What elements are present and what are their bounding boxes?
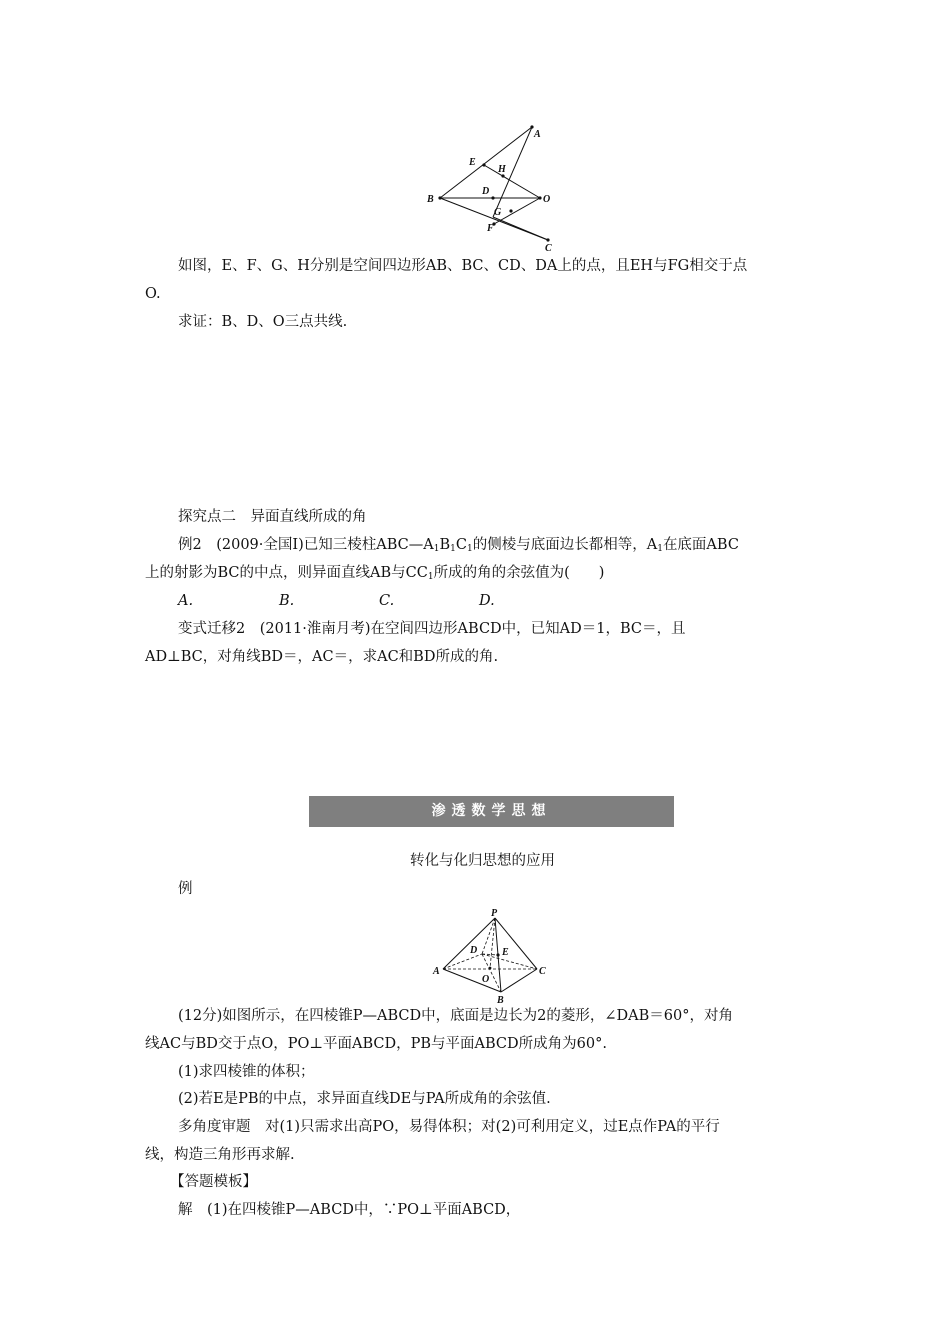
example2-prefix: 例2 (2009·全国Ⅰ)已知三棱柱ABC—A — [178, 537, 434, 553]
question-2: (2)若E是PB的中点，求异面直线DE与PA所成角的余弦值. — [178, 1091, 551, 1107]
figure-points — [438, 125, 549, 241]
analysis-line2: 线，构造三角形再求解. — [145, 1147, 295, 1163]
problem3-line2: 线AC与BD交于点O，PO⊥平面ABCD，PB与平面ABCD所成角为60°. — [145, 1036, 607, 1052]
example2-sub3: 1 — [466, 544, 473, 554]
label-O2: O — [482, 974, 490, 985]
label-A2: A — [433, 966, 440, 977]
label-P: P — [491, 908, 498, 919]
label-O: O — [543, 194, 551, 205]
example2-line2-text: 上的射影为BC的中点，则异面直线AB与CC — [145, 565, 428, 581]
label-F: F — [487, 223, 494, 234]
example2-sub1: 1 — [433, 544, 440, 554]
label-E: E — [469, 157, 476, 168]
problem3-line1: (12分)如图所示，在四棱锥P—ABCD中，底面是边长为2的菱形，∠DAB＝60°，对角 — [178, 1008, 733, 1024]
variant-line2: AD⊥BC，对角线BD＝，AC＝，求AC和BD所成的角. — [145, 649, 499, 665]
solution-line: 解 (1)在四棱锥P—ABCD中，∵PO⊥平面ABCD， — [178, 1202, 521, 1218]
example2-mid2: C — [455, 537, 467, 553]
question-1: (1)求四棱锥的体积； — [178, 1064, 315, 1080]
problem1-line1: 如图，E、F、G、H分别是空间四边形AB、BC、CD、DA上的点，且EH与FG相交于点 — [178, 258, 748, 274]
pyramid-solid-edges — [443, 918, 537, 992]
problem1-proof: 求证：B、D、O三点共线. — [178, 314, 348, 330]
option-b: B. — [279, 593, 295, 609]
example2-line2 — [145, 563, 604, 587]
section3-subtitle: 转化与化归思想的应用 — [410, 853, 555, 869]
section-banner: 渗透数学思想 — [309, 796, 674, 827]
figure-pyramid — [428, 904, 558, 1004]
variant-line1: 变式迁移2 (2011·淮南月考)在空间四边形ABCD中，已知AD＝1，BC＝，且 — [178, 621, 686, 637]
figure-quadrilateral — [420, 122, 570, 257]
example2-line1 — [178, 535, 739, 559]
example-label: 例 — [178, 881, 193, 897]
example2-line2-end: 所成的角的余弦值为( ) — [433, 565, 605, 581]
label-H: H — [498, 164, 506, 175]
label-C: C — [545, 243, 552, 254]
example2-mid1: B — [439, 537, 451, 553]
example2-sub2: 1 — [450, 544, 456, 554]
label-B2: B — [497, 995, 504, 1004]
example2-sub4: 1 — [657, 544, 663, 554]
label-B: B — [427, 194, 434, 205]
example2-sub5: 1 — [427, 572, 434, 582]
section2-heading: 探究点二 异面直线所成的角 — [178, 509, 367, 525]
analysis-line1: 多角度审题 对(1)只需求出高PO，易得体积；对(2)可利用定义，过E点作PA的平行 — [178, 1119, 720, 1135]
label-D: D — [482, 186, 490, 197]
option-a: A. — [178, 593, 194, 609]
pyramid-points — [489, 953, 500, 969]
label-G: G — [494, 207, 502, 218]
example2-end: 在底面ABC — [662, 537, 739, 553]
problem1-line2: O. — [145, 286, 161, 302]
example2-mid3: 的侧棱与底面边长都相等，A — [472, 537, 658, 553]
option-d: D. — [479, 593, 495, 609]
template-label: 【答题模板】 — [170, 1174, 257, 1190]
label-D2: D — [470, 945, 478, 956]
option-c: C. — [379, 593, 395, 609]
label-E2: E — [502, 947, 509, 958]
label-A: A — [534, 129, 541, 140]
label-C2: C — [539, 966, 546, 977]
